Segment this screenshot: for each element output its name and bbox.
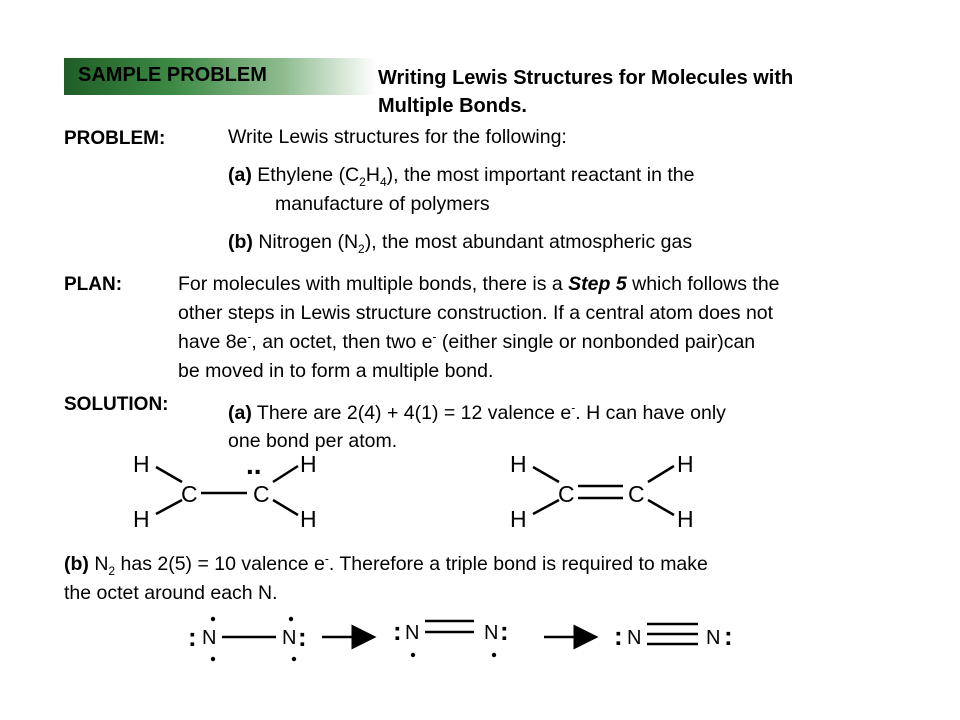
bond-line [273,466,298,482]
problem-a: (a) Ethylene $(C_2H_4)$, the most important reactant in the [228,164,695,189]
bond-line [533,500,559,514]
solution-b: (b) $N_2$ has 2(5) = 10 valence e-. Therefore a triple bond is required to make [64,551,708,578]
lone-pair: : [393,616,402,646]
problem-b: (b) Nitrogen $(N_2)$, the most abundant atmospheric gas [228,231,693,256]
atom-c: C [253,481,270,507]
atom-c: C [181,481,198,507]
plan-line-3: have 8e-, an octet, then two e- (either single or nonbonded pair)can [178,329,756,353]
problem-a-marker: (a) [228,164,252,186]
nitrogen-structures [0,600,960,680]
electron-dot [492,653,496,657]
banner-label: SAMPLE PROBLEM [78,64,267,86]
solution-a-marker: (a) [228,402,252,424]
atom-n: N [484,622,499,644]
lone-pair: : [500,616,509,646]
lone-pair: : [724,621,733,651]
solution-label: SOLUTION: [64,394,169,415]
bond-line [648,500,674,515]
atom-h: H [300,506,317,532]
atom-n: N [706,627,721,649]
solution-a-line2: one bond per atom. [228,430,398,452]
electron-dot [411,653,415,657]
lone-pair: : [188,622,197,652]
plan-line-4: be moved in to form a multiple bond. [178,360,494,382]
problem-label: PROBLEM: [64,128,166,149]
page-title [378,64,793,120]
lone-pair: : [298,622,307,652]
atom-h: H [677,451,694,477]
plan-line-2: other steps in Lewis structure construction. If a central atom does not [178,302,774,324]
problem-a-line2: manufacture of polymers [275,193,490,215]
bond-line [648,466,674,482]
bond-line [156,500,182,514]
plan-text [178,270,780,386]
electron-dot [292,657,296,661]
lone-pair: : [614,621,623,651]
electron-dot [211,617,215,621]
atom-n: N [627,627,642,649]
title-line-1: Writing Lewis Structures for Molecules with [378,67,794,89]
lone-pair: .. [246,449,262,480]
plan-line-1: For molecules with multiple bonds, there is a Step 5 which follows the [178,273,780,295]
solution-b-line2: the octet around each N. [64,582,278,604]
electron-dot [211,657,215,661]
solution-b-marker: (b) [64,553,89,575]
atom-h: H [510,451,527,477]
atom-h: H [133,451,150,477]
plan-label: PLAN: [64,274,123,295]
problem-b-marker: (b) [228,231,253,253]
atom-h: H [510,506,527,532]
atom-h: H [133,506,150,532]
atom-n: N [282,627,297,649]
bond-line [156,467,182,482]
atom-n: N [405,622,420,644]
atom-h: H [300,451,317,477]
atom-n: N [202,627,217,649]
atom-c: C [558,481,575,507]
solution-a: (a) There are 2(4) + 4(1) = 12 valence e-. H can have only [228,400,726,424]
ethylene-structures [0,440,960,540]
electron-dot [289,617,293,621]
title-line-2: Multiple Bonds. [378,95,527,117]
atom-h: H [677,506,694,532]
bond-line [273,500,298,515]
atom-c: C [628,481,645,507]
problem-intro: Write Lewis structures for the following: [228,126,567,148]
bond-line [533,467,559,482]
